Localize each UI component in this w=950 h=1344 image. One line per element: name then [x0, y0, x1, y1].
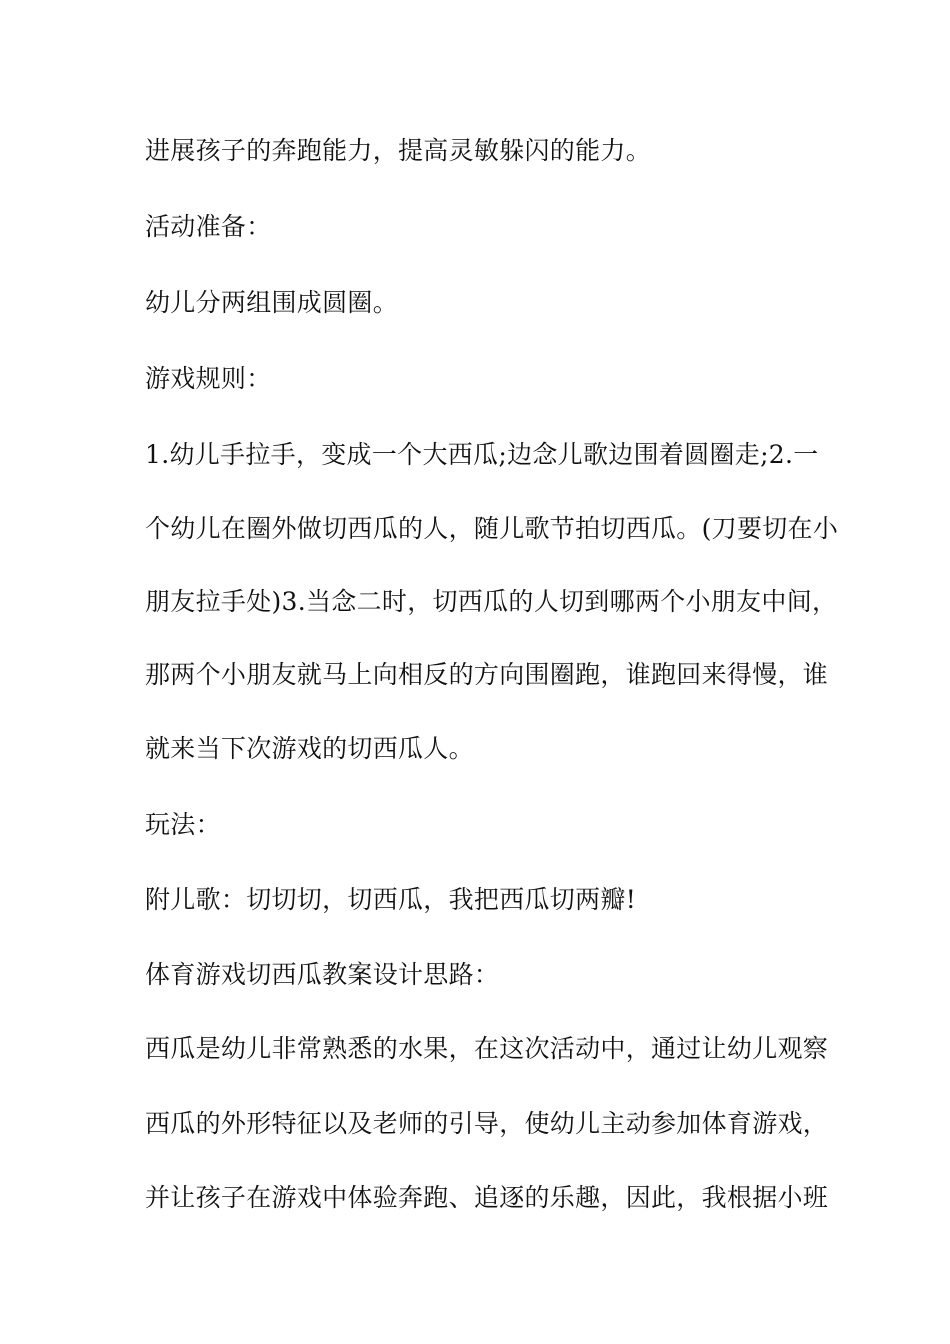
text-line-5: 1.幼儿手拉手，变成一个大西瓜;边念儿歌边围着圆圈走;2.一 — [145, 440, 819, 469]
text-line-3: 幼儿分两组围成圆圈。 — [145, 288, 399, 317]
text-line-15: 并让孩子在游戏中体验奔跑、追逐的乐趣，因此，我根据小班 — [145, 1183, 829, 1212]
text-line-6: 个幼儿在圈外做切西瓜的人，随儿歌节拍切西瓜。(刀要切在小 — [145, 514, 839, 543]
text-line-12: 体育游戏切西瓜教案设计思路： — [145, 960, 500, 989]
text-line-7: 朋友拉手处)3.当念二时，切西瓜的人切到哪两个小朋友中间， — [145, 587, 838, 616]
text-line-8: 那两个小朋友就马上向相反的方向围圈跑，谁跑回来得慢，谁 — [145, 660, 829, 689]
text-line-11: 附儿歌：切切切，切西瓜，我把西瓜切两瓣! — [145, 885, 637, 914]
text-line-9: 就来当下次游戏的切西瓜人。 — [145, 734, 474, 763]
text-line-14: 西瓜的外形特征以及老师的引导，使幼儿主动参加体育游戏， — [145, 1109, 829, 1138]
text-line-10: 玩法： — [145, 810, 221, 839]
text-line-1: 进展孩子的奔跑能力，提高灵敏躲闪的能力。 — [145, 136, 652, 165]
text-line-13: 西瓜是幼儿非常熟悉的水果，在这次活动中，通过让幼儿观察 — [145, 1034, 829, 1063]
text-line-4: 游戏规则： — [145, 364, 272, 393]
text-line-2: 活动准备： — [145, 212, 272, 241]
